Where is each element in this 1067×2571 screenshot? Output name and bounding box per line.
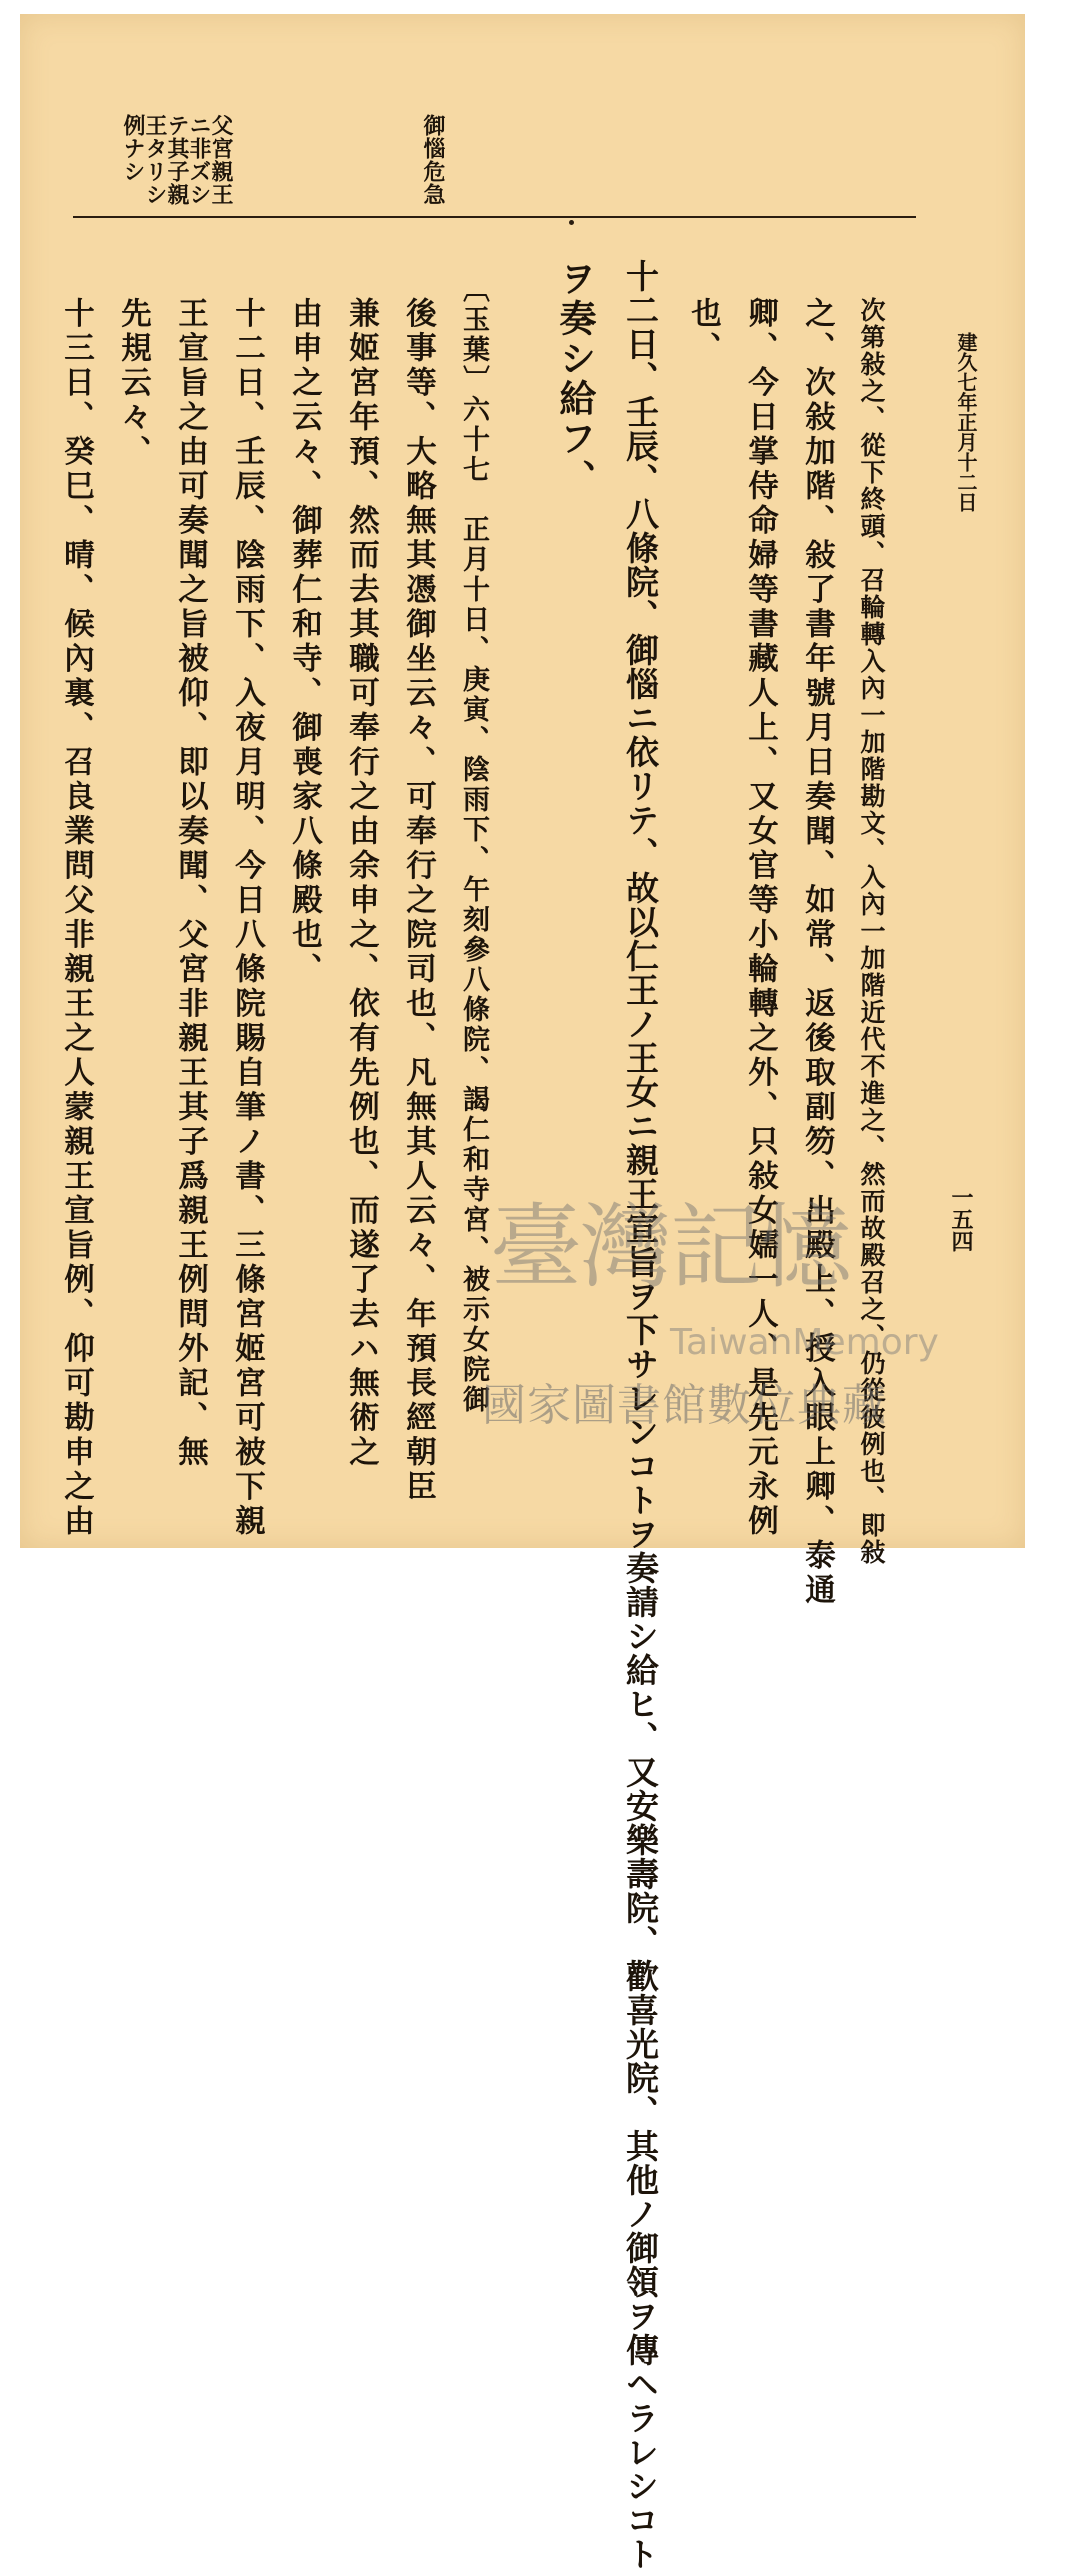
margin-note: 父宮親王 [208, 114, 234, 206]
margin-note: テ其子親 [164, 114, 190, 206]
header-rule [73, 216, 916, 218]
body-column-heading: ヲ奏シ給フ、 [553, 259, 597, 499]
body-column: 兼姬宮年預、然而去其職可奉行之由余申之、依有先例也、而遂了去ハ無術之 [343, 297, 380, 1470]
rule-dot [569, 220, 574, 225]
body-column: 先規云々、 [115, 297, 152, 470]
body-column-heading: 十二日、壬辰、八條院、御惱ニ依リテ、故以仁王ノ王女ニ親王宣旨ヲ下サレンコトヲ奏請シ給ヒ、又安樂壽院、歡喜光院、其他ノ御領ヲ傳ヘラレシコト [621, 259, 660, 2571]
running-title: 建久七年正月十二日 [954, 332, 978, 512]
body-column: 〔玉葉〕六十七 正月十日、庚寅、陰雨下、午刻參八條院、謁仁和寺宮、被示女院御 [458, 275, 489, 1415]
body-column: 卿、今日掌侍命婦等書藏人上、又女官等小輪轉之外、只敍女嬬一人、是先元永例 [742, 297, 779, 1539]
book-page [20, 14, 1025, 2571]
body-column: 十二日、壬辰、陰雨下、入夜月明、今日八條院賜自筆ノ書、三條宮姬宮可被下親 [229, 297, 266, 1539]
margin-note: 御惱危急 [420, 114, 446, 206]
watermark [470, 1174, 990, 1464]
watermark-english: TaiwanMemory [670, 1322, 939, 1363]
page-number: 一五四 [948, 1186, 974, 1252]
watermark-logo: 臺灣記憶 [490, 1194, 851, 1301]
body-column: 由申之云々、御葬仁和寺、御喪家八條殿也、 [286, 297, 323, 987]
body-column: 王宣旨之由可奏聞之旨被仰、即以奏聞、父宮非親王其子爲親王例問外記、無 [172, 297, 209, 1470]
margin-note: ニ非ズシ [186, 114, 212, 206]
margin-note: 王タリシ [142, 114, 168, 206]
body-column: 也、 [685, 297, 722, 366]
watermark-subtitle: 國家圖書館數位典藏 [482, 1380, 887, 1431]
body-column: 之、次敍加階、敍了書年號月日奏聞、如常、返後取副笏、出殿上、授入眼上卿、泰通 [799, 297, 836, 1608]
body-column: 十三日、癸巳、晴、候內裏、召良業問父非親王之人蒙親王宣旨例、仰可勘申之由 [58, 297, 95, 1539]
margin-note: 例ナシ [120, 114, 146, 183]
body-column: 次第敍之、從下終頭、召輪轉入內一加階勘文、入內一加階近代不進之、然而故殿召之、仍從彼例也、即敍 [857, 297, 886, 1566]
body-column: 後事等、大略無其憑御坐云々、可奉行之院司也、凡無其人云々、年預長經朝臣 [400, 297, 437, 1505]
